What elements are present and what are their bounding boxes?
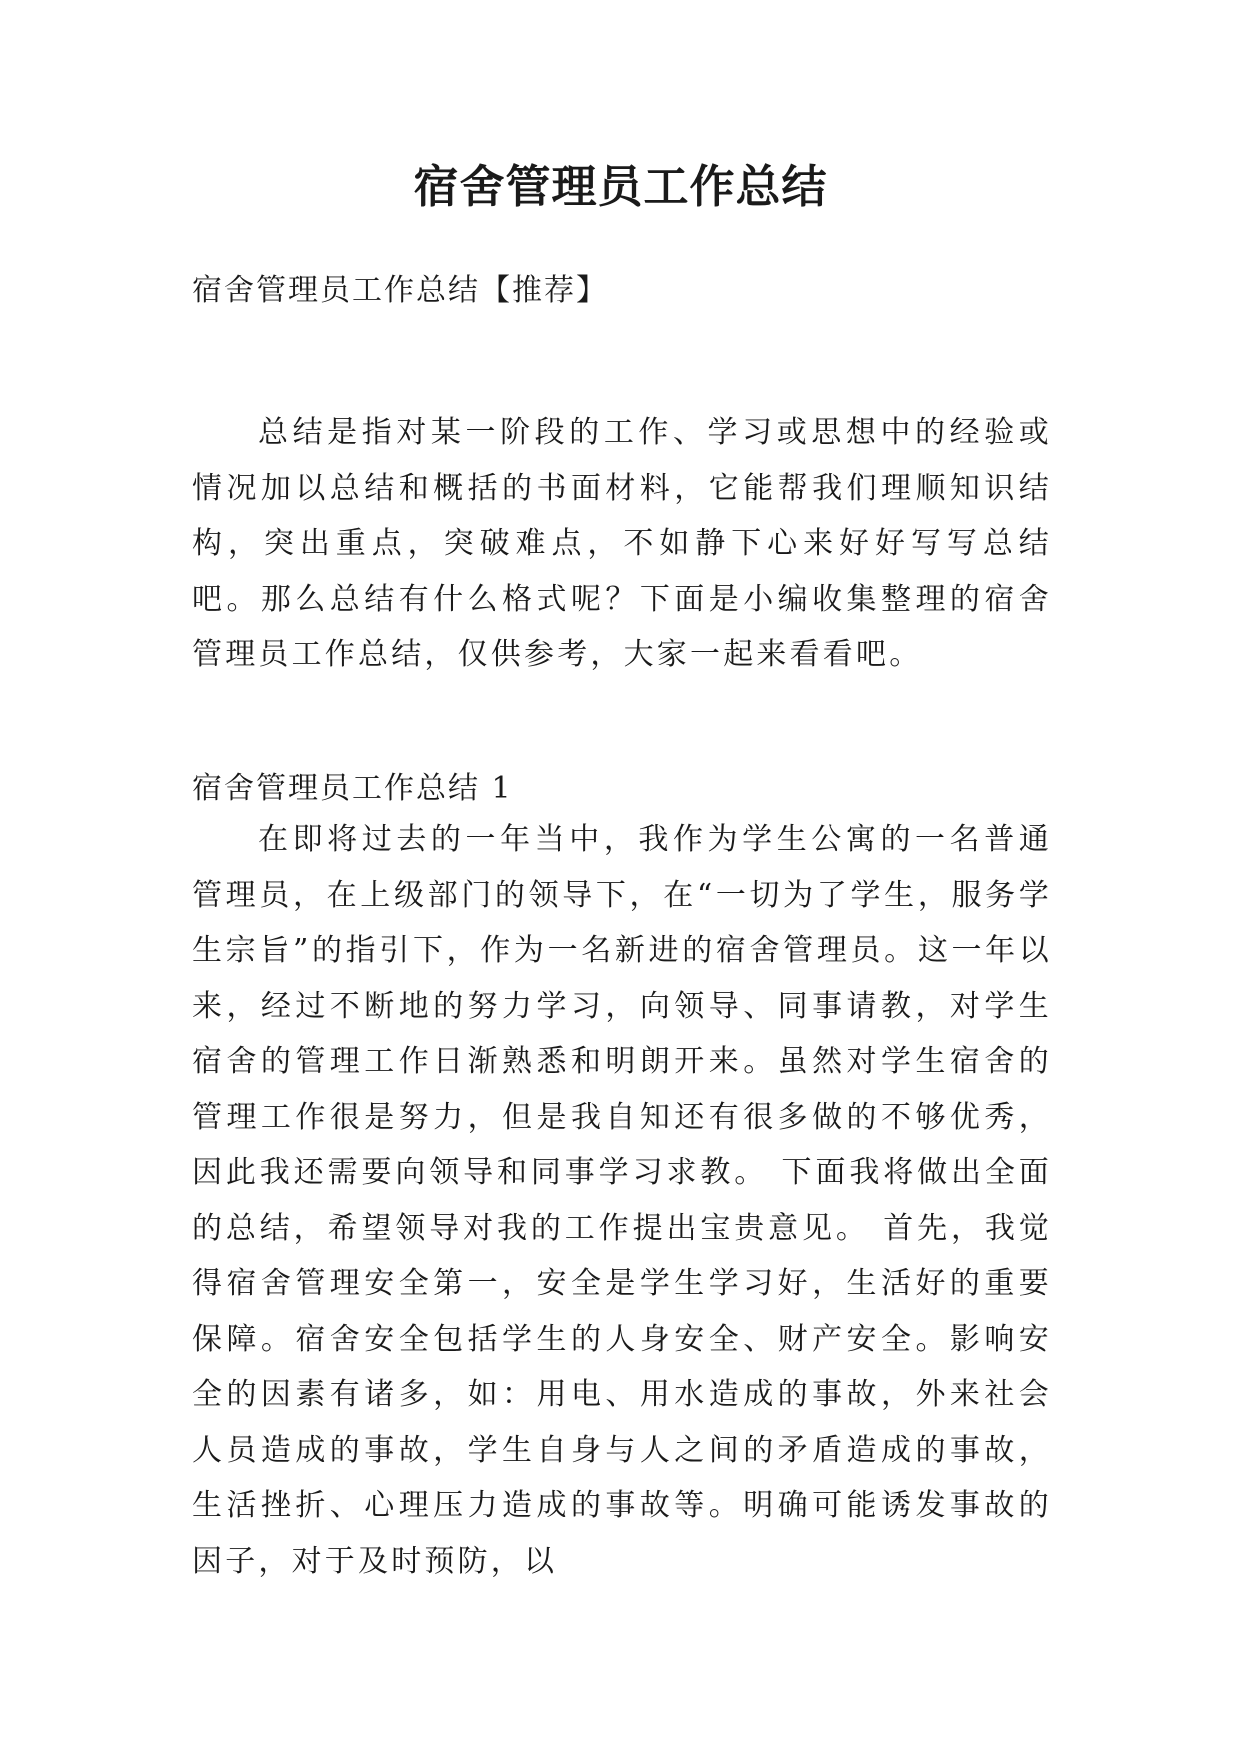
document-title: 宿舍管理员工作总结: [413, 160, 828, 213]
document-subtitle: 宿舍管理员工作总结【推荐】: [192, 273, 608, 308]
section-paragraph: 在即将过去的一年当中，我作为学生公寓的一名普通管理员，在上级部门的领导下，在“一切为了学生，服务学生宗旨”的指引下，作为一名新进的宿舍管理员。这一年以来，经过不断地的努力学习，向领导、同事请教，对学生宿舍的管理工作日渐熟悉和明朗开来。虽然对学生宿舍的管理工作很是努力，但是我自知还有很多做的不够优秀，因此我还需要向领导和同事学习求教。 下面我将做出全面的总结，希望领导对我的工作提出宝贵意见。 首先，我觉得宿舍管理安全第一，安全是学生学习好，生活好的重要保障。宿舍安全包括学生的人身安全、财产安全。影响安全的因素有诸多，如：用电、用水造成的事故，外来社会人员造成的事故，学生自身与人之间的矛盾造成的事故，生活挫折、心理压力造成的事故等。明确可能诱发事故的因子，对于及时预防，以: [192, 822, 1052, 1579]
section-heading: 宿舍管理员工作总结 1: [192, 771, 513, 806]
intro-paragraph: 总结是指对某一阶段的工作、学习或思想中的经验或情况加以总结和概括的书面材料，它能帮我们理顺知识结构，突出重点，突破难点，不如静下心来好好写写总结吧。那么总结有什么格式呢？下面是小编收集整理的宿舍管理员工作总结，仅供参考，大家一起来看看吧。: [192, 415, 1052, 672]
